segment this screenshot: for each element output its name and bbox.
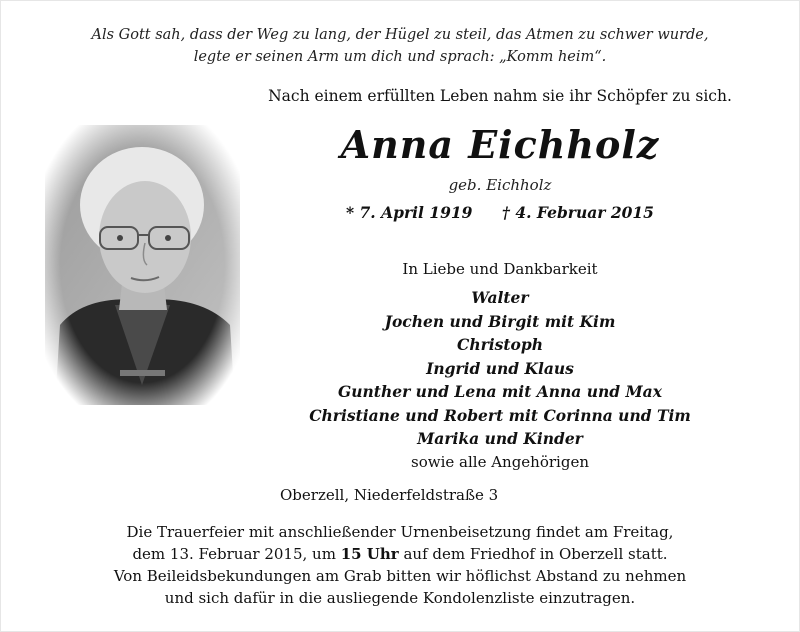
quote-line-2: legte er seinen Arm um dich und sprach: „Komm heim“.	[193, 49, 607, 65]
opening-quote	[0, 24, 800, 68]
mourner-name: Gunther und Lena mit Anna und Max	[338, 382, 662, 401]
notice-line-2	[0, 543, 800, 565]
mourner-name: Walter	[471, 288, 529, 307]
address: Oberzell, Niederfeldstraße 3	[280, 486, 499, 504]
notice-line-2-end: auf dem Friedhof in Oberzell statt.	[398, 545, 668, 563]
maiden-name: geb. Eichholz	[448, 176, 552, 194]
birth-date: * 7. April 1919	[346, 203, 473, 222]
notice-line-3: Von Beileidsbekundungen am Grab bitten wir höflichst Abstand zu nehmen	[113, 567, 687, 585]
mourner-name: Marika und Kinder	[417, 429, 583, 448]
mourner-name: Christiane und Robert mit Corinna und Tim	[309, 405, 691, 425]
deceased-name: Anna Eichholz	[340, 122, 660, 167]
mourners-list	[250, 286, 750, 474]
notice-line-1: Die Trauerfeier mit anschließender Urnenbeisetzung findet am Freitag,	[126, 523, 674, 541]
mourner-name: Jochen und Birgit mit Kim	[384, 311, 616, 331]
quote-line-1: Als Gott sah, dass der Weg zu lang, der Hügel zu steil, das Atmen zu schwer wurde,	[91, 27, 709, 43]
death-date: † 4. Februar 2015	[501, 203, 654, 222]
mourner-name: Christoph	[457, 335, 543, 354]
mourner-name: Ingrid und Klaus	[426, 358, 574, 378]
mourners-intro: In Liebe und Dankbarkeit	[402, 260, 598, 278]
notice-line-2-start: dem 13. Februar 2015, um	[132, 545, 341, 563]
lead-text: Nach einem erfüllten Leben nahm sie ihr Schöpfer zu sich.	[268, 87, 732, 105]
mourners-closing: sowie alle Angehörigen	[411, 452, 589, 471]
portrait-illustration	[45, 125, 240, 405]
funeral-notice	[0, 521, 800, 609]
portrait-photo	[45, 125, 240, 405]
life-dates	[300, 203, 700, 222]
funeral-time: 15 Uhr	[340, 545, 399, 563]
notice-line-4: und sich dafür in die ausliegende Kondolenzliste einzutragen.	[164, 589, 636, 607]
